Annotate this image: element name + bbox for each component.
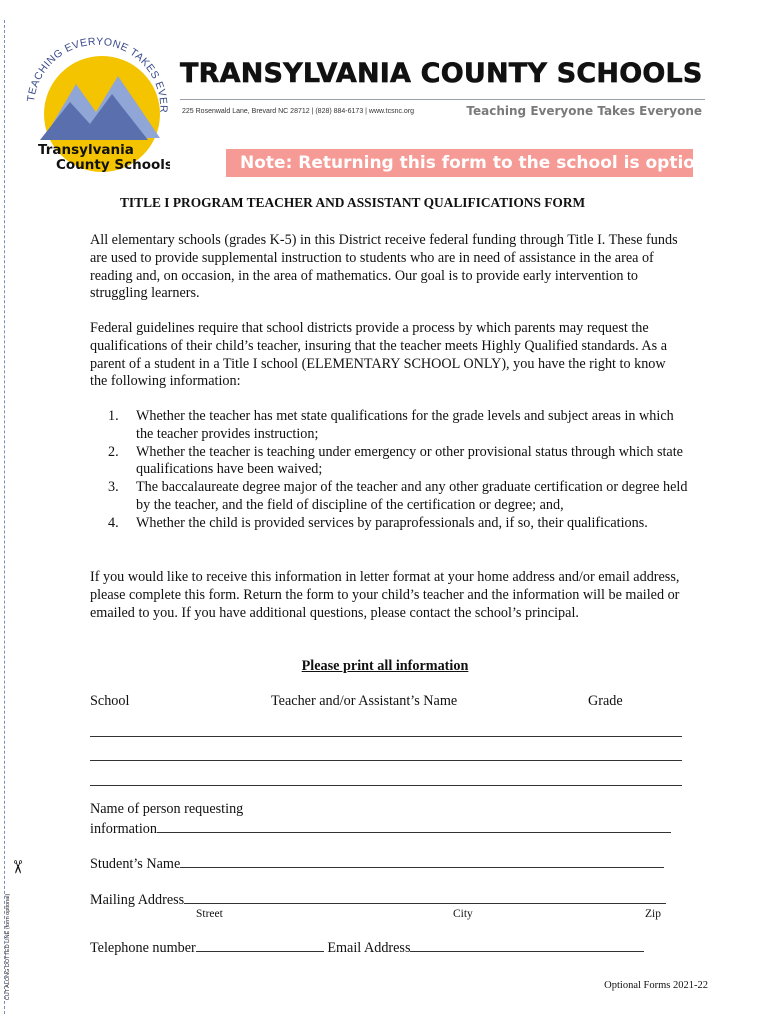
instructions-paragraph: If you would like to receive this information in letter format at your home address and/or email address, please complete this form. Return the form to your child’s teacher and the information will be mailed or emailed to you. If you have additional questions, please contact the school’s principal. — [90, 569, 680, 621]
intro-paragraph: All elementary schools (grades K-5) in this District receive federal funding through Title I. These funds are used to provide supplemental instruction to students who are in need of assistance in the area of reading and, on occasion, in the area of mathematics. Our goal is to provide early intervention to struggling learners. — [90, 232, 678, 302]
school-logo — [20, 32, 170, 172]
student-input-line[interactable] — [180, 854, 664, 868]
guidelines-paragraph: Federal guidelines require that school districts provide a process by which parents may request the qualifications of their child’s teacher, insuring that the teacher meets Highly Qualified standards. As a parent of a student in a Title I school (ELEMENTARY SCHOOL ONLY), you have the right to know the following information: — [90, 320, 668, 390]
email-input-line[interactable] — [410, 938, 644, 952]
list-item: 4. Whether the child is provided services by paraprofessionals and, if so, their qualifications. — [108, 514, 648, 531]
list-item: 1. Whether the teacher has met state qualifications for the grade levels and subject areas in which the teacher provides instruction; — [108, 408, 674, 442]
requester-field: information — [90, 819, 671, 838]
contact-info: 225 Rosenwald Lane, Brevard NC 28712 | (828) 884-6173 | www.tcsnc.org — [182, 108, 415, 115]
header-divider — [180, 99, 705, 100]
rights-list — [108, 408, 688, 533]
entry-line[interactable] — [90, 760, 682, 761]
teacher-column-label: Teacher and/or Assistant’s Name — [271, 693, 458, 709]
email-label: Email Address — [327, 940, 411, 956]
logo-name-line2: County Schools — [56, 157, 170, 172]
contact-fields — [90, 938, 644, 957]
student-field: Student’s Name — [90, 854, 664, 873]
requester-input-line[interactable] — [157, 819, 671, 833]
school-column-label: School — [90, 693, 130, 709]
logo-name-line1: Transylvania — [38, 142, 134, 158]
school-title: TRANSYLVANIA COUNTY SCHOOLS — [180, 58, 703, 89]
scissors-icon: ✂ — [7, 859, 28, 875]
telephone-label: Telephone number — [90, 940, 196, 956]
logo-arc-text: TEACHING EVERYONE TAKES EVER — [24, 35, 170, 114]
form-title: TITLE I PROGRAM TEACHER AND ASSISTANT QUALIFICATIONS FORM — [120, 195, 586, 210]
cut-dotted-line — [4, 20, 5, 1014]
motto: Teaching Everyone Takes Everyone — [466, 104, 702, 118]
requester-label: Name of person requesting — [90, 801, 244, 817]
telephone-input-line[interactable] — [196, 938, 324, 952]
mailing-field: Mailing Address — [90, 890, 666, 909]
print-heading: Please print all information — [301, 658, 469, 674]
grade-column-label: Grade — [588, 693, 623, 709]
optional-note-banner: Note: Returning this form to the school is optional — [226, 149, 693, 177]
mailing-input-line[interactable] — [184, 890, 666, 904]
list-item: 2. Whether the teacher is teaching under emergency or other provisional status through which state qualifications have been waived; — [108, 443, 683, 478]
cut-label: CUT ALONG DOTTED LINE (form optional) — [5, 893, 11, 1001]
zip-sublabel: Zip — [645, 908, 661, 920]
list-item: 3. The baccalaureate degree major of the teacher and any other graduate certification or degree held by the teacher, and the field of discipline of the certification or degree; and, — [108, 479, 688, 513]
street-sublabel: Street — [196, 908, 223, 920]
city-sublabel: City — [453, 908, 473, 920]
entry-line[interactable] — [90, 736, 682, 737]
entry-line[interactable] — [90, 785, 682, 786]
footer-label: Optional Forms 2021-22 — [604, 980, 708, 991]
